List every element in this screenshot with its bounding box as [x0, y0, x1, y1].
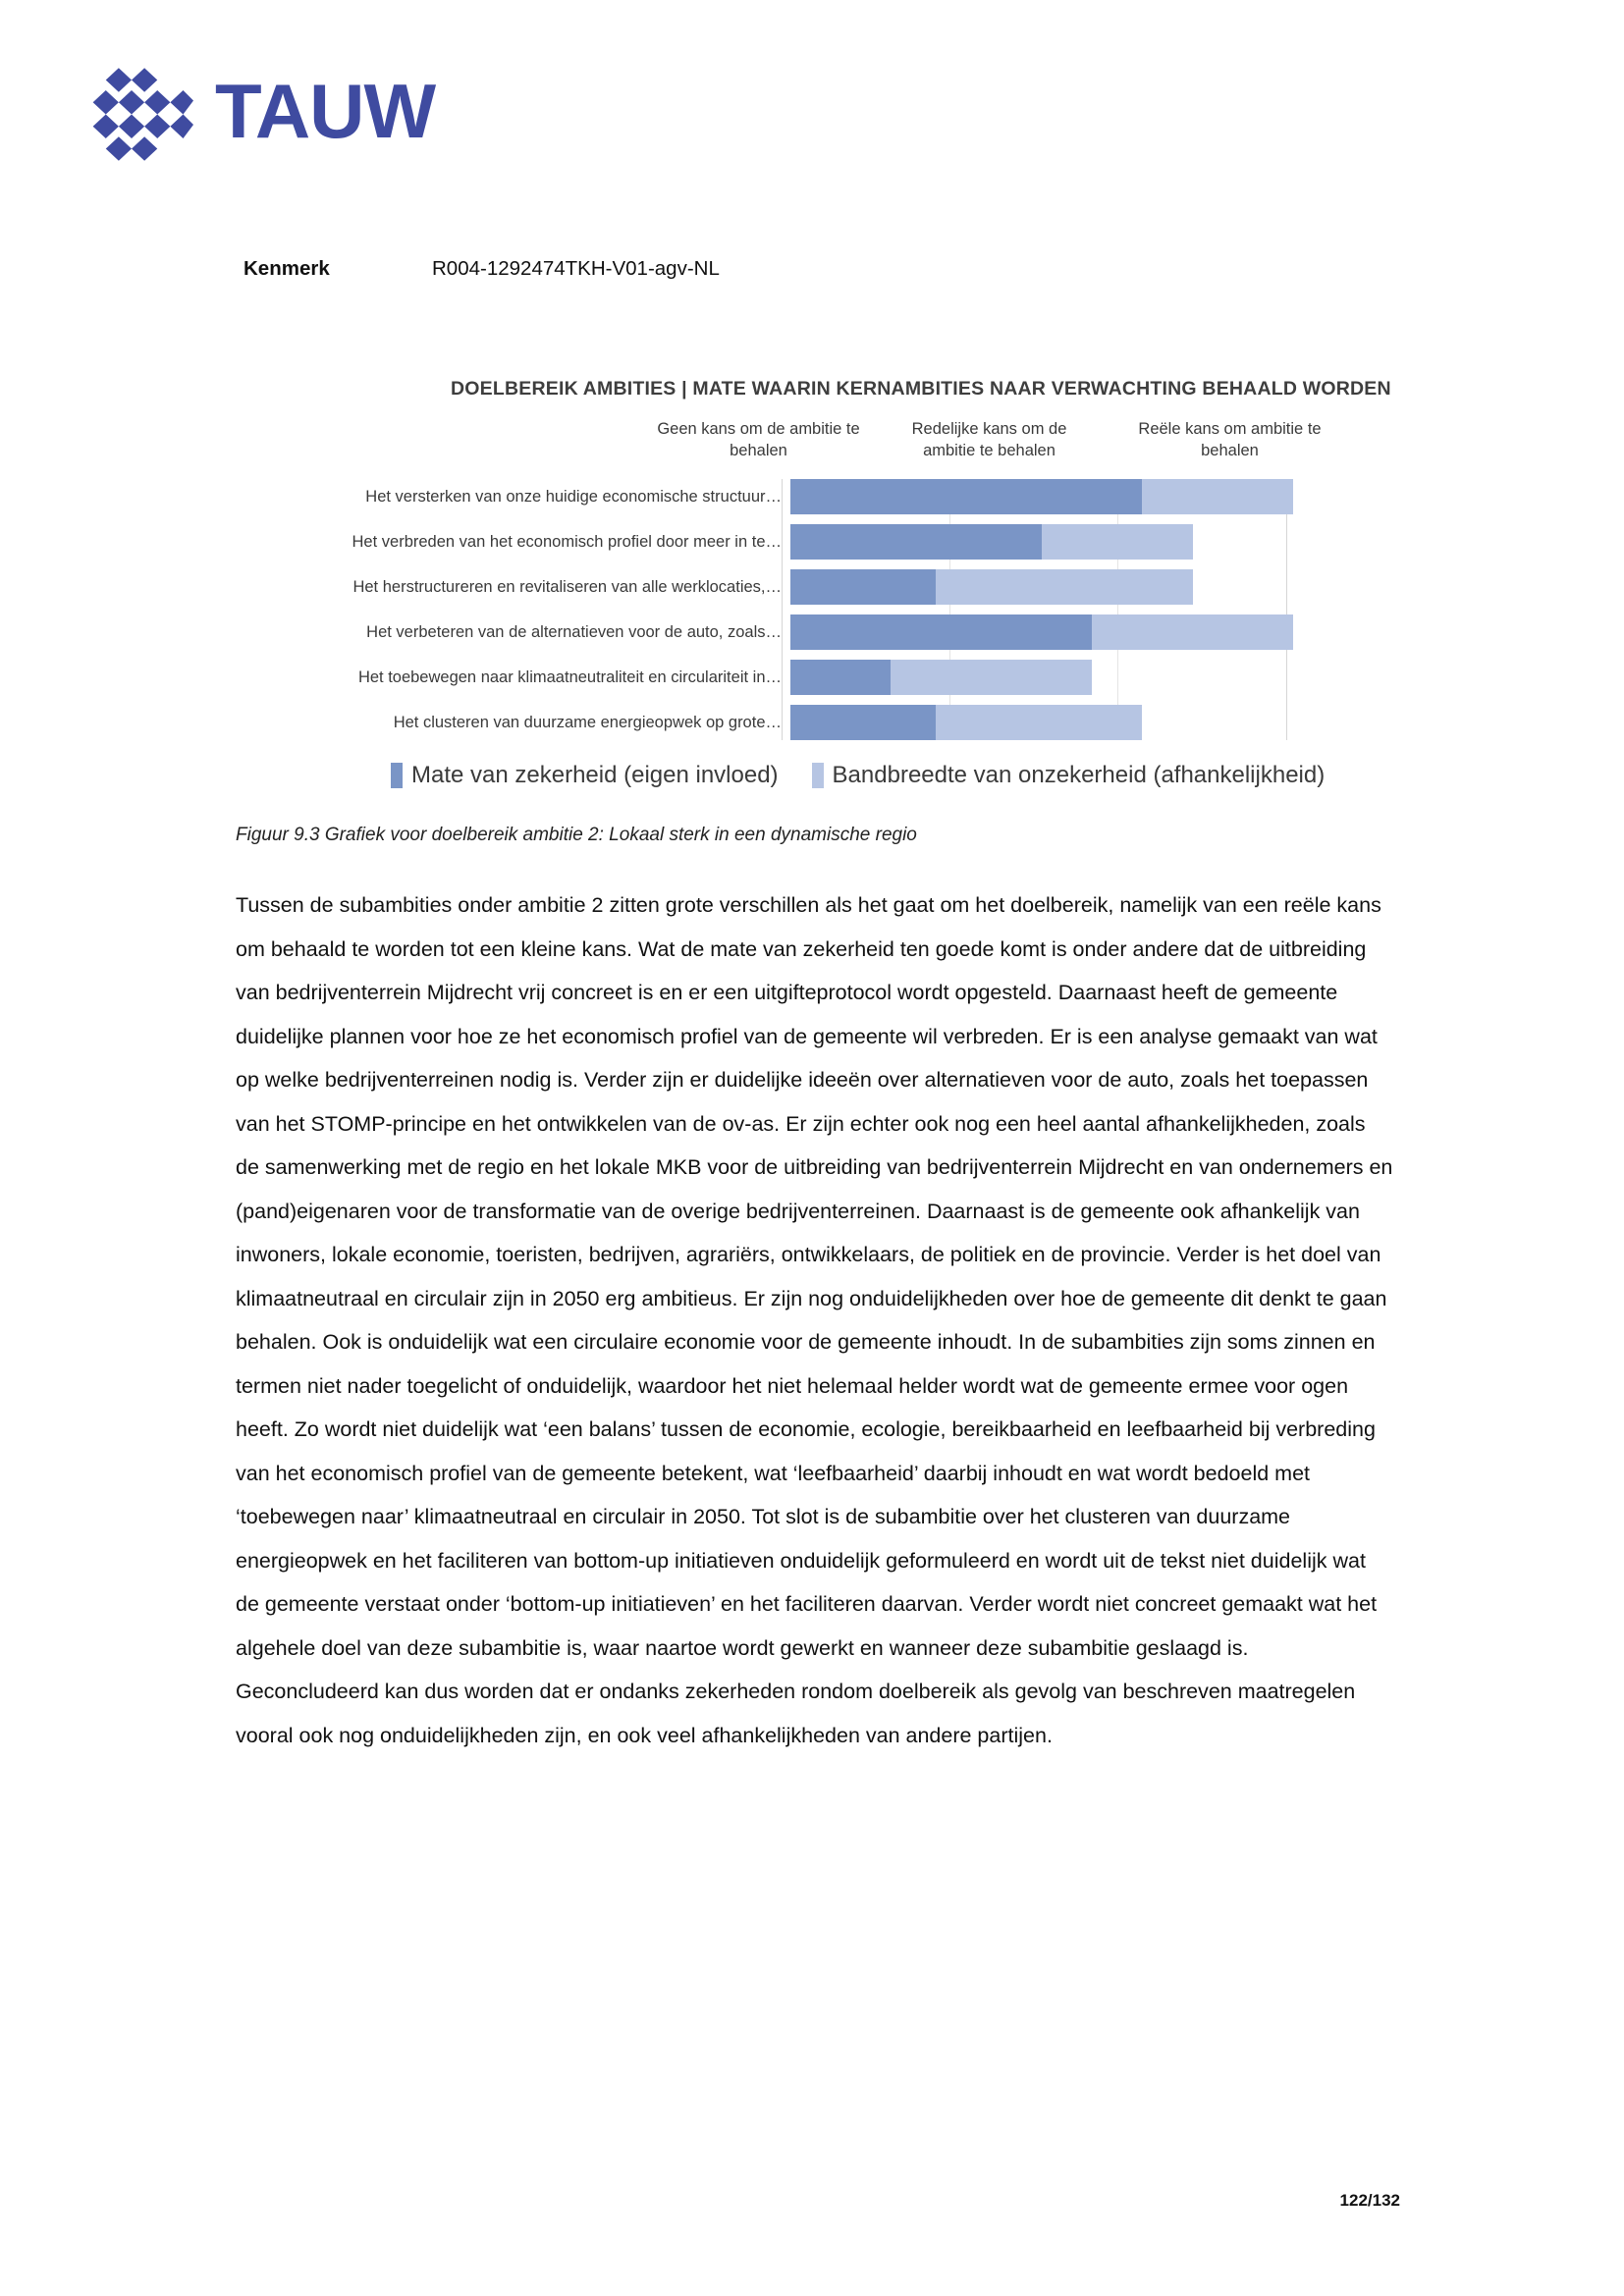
kenmerk-label: Kenmerk: [244, 257, 330, 280]
kenmerk-value: R004-1292474TKH-V01-agv-NL: [432, 257, 720, 280]
chart-bar: [790, 569, 1293, 605]
figure-caption: Figuur 9.3 Grafiek voor doelbereik ambitie 2: Lokaal sterk in een dynamische regio: [236, 825, 917, 845]
bar-segment-uncertainty: [891, 660, 1092, 695]
chart-axis-headers: [236, 418, 1394, 479]
body-paragraph: Tussen de subambities onder ambitie 2 zitten grote verschillen als het gaat om het doelbereik, namelijk van een reële kans om behaald te worden tot een kleine kans. Wat de mate van zekerheid ten goede komt is onder andere dat de uitbreiding van bedrijventerrein Mijdrecht vrij concreet is en er een uitgifteprotocol wordt opgesteld. Daarnaast heeft de gemeente duidelijke plannen voor hoe ze het economisch profiel van de gemeente wil verbreden. Er is een analyse gemaakt van wat op welke bedrijventerreinen nodig is. Verder zijn er duidelijke ideeën over alternatieven voor de auto, zoals het toepassen van het STOMP-principe en het ontwikkelen van de ov-as. Er zijn echter ook nog een heel aantal afhankelijkheden, zoals de samenwerking met de regio en het lokale MKB voor de uitbreiding van bedrijventerrein Mijdrecht en van ondernemers en (pand)eigenaren voor de transformatie van de overige bedrijventerreinen. Daarnaast is de gemeente ook afhankelijk van inwoners, lokale economie, toeristen, bedrijven, agrariërs, ontwikkelaars, de politiek en de provincie. Verder is het doel van klimaatneutraal en circulair zijn in 2050 erg ambitieus. Er zijn nog onduidelijkheden over hoe de gemeente dit denkt te gaan behalen. Ook is onduidelijk wat een circulaire economie voor de gemeente inhoudt. In de subambities zijn soms zinnen en termen niet nader toegelicht of onduidelijk, waardoor het niet helemaal helder wordt wat de gemeente ermee voor ogen heeft. Zo wordt niet duidelijk wat ‘een balans’ tussen de economie, ecologie, bereikbaarheid en leefbaarheid bij verbreding van het economisch profiel van de gemeente betekent, wat ‘leefbaarheid’ daarbij inhoudt en wat wordt bedoeld met ‘toebewegen naar’ klimaatneutraal en circulair in 2050. Tot slot is de subambitie over het clusteren van duurzame energieopwek en het faciliteren van bottom-up initiatieven onduidelijk geformuleerd en wordt uit de tekst niet duidelijk wat de gemeente verstaat onder ‘bottom-up initiatieven’ en het faciliteren daarvan. Verder wordt niet concreet gemaakt wat het algehele doel van deze subambitie is, waar naartoe wordt gewerkt en wanneer deze subambitie geslaagd is. Geconcludeerd kan dus worden dat er ondanks zekerheden rondom doelbereik als gevolg van beschreven maatregelen vooral ook nog onduidelijkheden zijn, en ook veel afhankelijkheden van andere partijen.: [236, 893, 1393, 1747]
axis-header-middle: Redelijke kans om de ambitie te behalen: [911, 420, 1067, 460]
bar-segment-certainty: [790, 524, 1042, 560]
bar-segment-certainty: [790, 614, 1092, 650]
page-number: 122/132: [1339, 2191, 1400, 2210]
bar-segment-certainty: [790, 479, 1142, 514]
gridline-1: [949, 479, 950, 740]
chart-row: [236, 569, 1394, 605]
bar-segment-certainty: [790, 660, 891, 695]
chart-title: DOELBEREIK AMBITIES | MATE WAARIN KERNAMBITIES NAAR VERWACHTING BEHAALD WORDEN: [451, 378, 1391, 400]
chart-plot-frame: [782, 479, 1287, 740]
bar-segment-uncertainty: [1092, 614, 1293, 650]
chart-category-label: Het herstructureren en revitaliseren van alle werklocaties,…: [352, 577, 782, 596]
chart-category-label: Het clusteren van duurzame energieopwek op grote…: [393, 713, 782, 731]
chart-bar: [790, 524, 1293, 560]
bar-segment-uncertainty: [936, 569, 1192, 605]
chart-category-label: Het toebewegen naar klimaatneutraliteit en circulariteit in…: [357, 667, 782, 686]
bar-segment-uncertainty: [936, 705, 1142, 740]
tauw-logo: [90, 61, 435, 161]
chart-row: [236, 614, 1394, 650]
gridline-2: [1117, 479, 1118, 740]
legend-item-certainty: [391, 762, 779, 789]
chart-row: [236, 479, 1394, 514]
chart-legend: [391, 762, 1394, 789]
chart-row: [236, 524, 1394, 560]
chart-bar: [790, 705, 1293, 740]
bar-segment-certainty: [790, 705, 936, 740]
axis-header-left: Geen kans om de ambitie te behalen: [657, 420, 860, 460]
chart-category-label: Het versterken van onze huidige economische structuur…: [365, 487, 782, 506]
figure-9-3: [236, 378, 1394, 789]
chart-row: [236, 660, 1394, 695]
bar-segment-uncertainty: [1142, 479, 1293, 514]
legend-label: Bandbreedte van onzekerheid (afhankelijkheid): [832, 762, 1326, 788]
bar-segment-certainty: [790, 569, 936, 605]
legend-label: Mate van zekerheid (eigen invloed): [411, 762, 779, 788]
chart-bar: [790, 614, 1293, 650]
tauw-chevron-logo-icon: [90, 61, 193, 161]
axis-header-right: Reële kans om ambitie te behalen: [1138, 420, 1322, 460]
chart-bar: [790, 660, 1293, 695]
chart-row: [236, 705, 1394, 740]
legend-swatch-icon: [391, 763, 403, 788]
chart-category-label: Het verbeteren van de alternatieven voor de auto, zoals…: [366, 622, 782, 641]
legend-item-uncertainty: [812, 762, 1326, 789]
legend-swatch-icon: [812, 763, 824, 788]
chart-plot-area: [236, 479, 1394, 740]
chart-category-label: Het verbreden van het economisch profiel door meer in te…: [352, 532, 782, 551]
kenmerk-row: [244, 257, 720, 281]
tauw-wordmark: TAUW: [215, 67, 436, 154]
chart-bar: [790, 479, 1293, 514]
bar-segment-uncertainty: [1042, 524, 1193, 560]
